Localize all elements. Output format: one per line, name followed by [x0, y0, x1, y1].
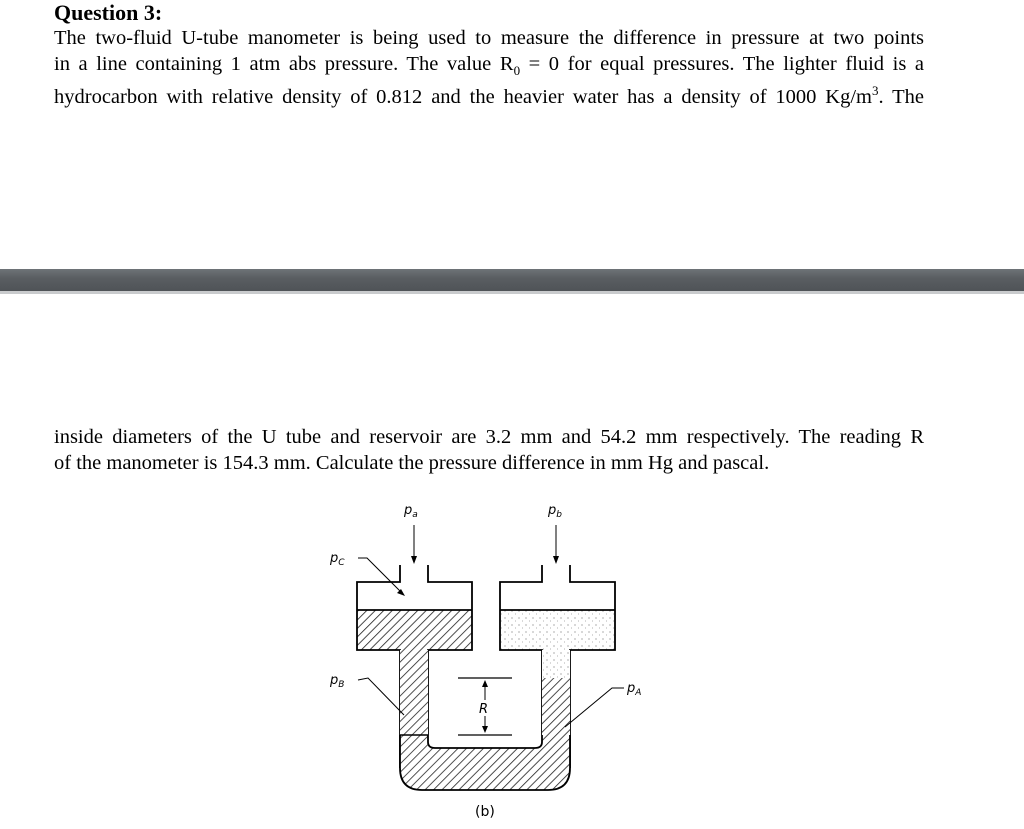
paragraph-1-line-3: hydrocarbon with relative density of 0.812 and the heavier water has a density of 1000 $Kg/m^3$. The: [54, 83, 924, 109]
pB-label: $p_B$: [330, 673, 345, 690]
paragraph-1-line-1: The two-fluid U-tube manometer is being used to measure the difference in pressure at two points: [54, 27, 924, 49]
left-reservoir-wall: [357, 565, 400, 768]
pa-label: $p_a$: [404, 503, 418, 520]
paragraph-1-line-2: in a line containing 1 atm abs pressure. The value $R_0 = 0$ for equal pressures. The lighter fluid is a: [54, 53, 924, 79]
paragraph-2-line-1: inside diameters of the U tube and reservoir are 3.2 mm and 54.2 mm respectively. The reading R: [54, 426, 924, 448]
question-title: Question 3:: [54, 0, 163, 25]
pA-label: $p_A$: [627, 681, 642, 698]
paragraph-2-line-2: of the manometer is 154.3 mm. Calculate the pressure difference in mm Hg and pascal.: [54, 452, 770, 474]
question-paragraph-1: [54, 25, 924, 110]
page-separator-shadow: [0, 291, 1024, 294]
manometer-diagram: [300, 490, 660, 825]
right-reservoir-fluid: [500, 610, 615, 650]
left-reservoir-fluid: [357, 610, 472, 650]
page-separator: [0, 269, 1024, 291]
pc-label: $p_C$: [330, 551, 345, 568]
pb-label: $p_b$: [548, 503, 562, 520]
right-reservoir-wall-right: [570, 565, 615, 768]
reading-r-label: R: [479, 702, 489, 717]
u-bottom-heavy-fluid: [400, 735, 570, 790]
left-tube-light-fluid: [400, 650, 428, 735]
right-reservoir-wall: [500, 565, 542, 735]
figure-caption: (b): [475, 804, 495, 820]
left-reservoir-wall-right: [428, 565, 472, 735]
question-paragraph-2: [54, 424, 924, 476]
